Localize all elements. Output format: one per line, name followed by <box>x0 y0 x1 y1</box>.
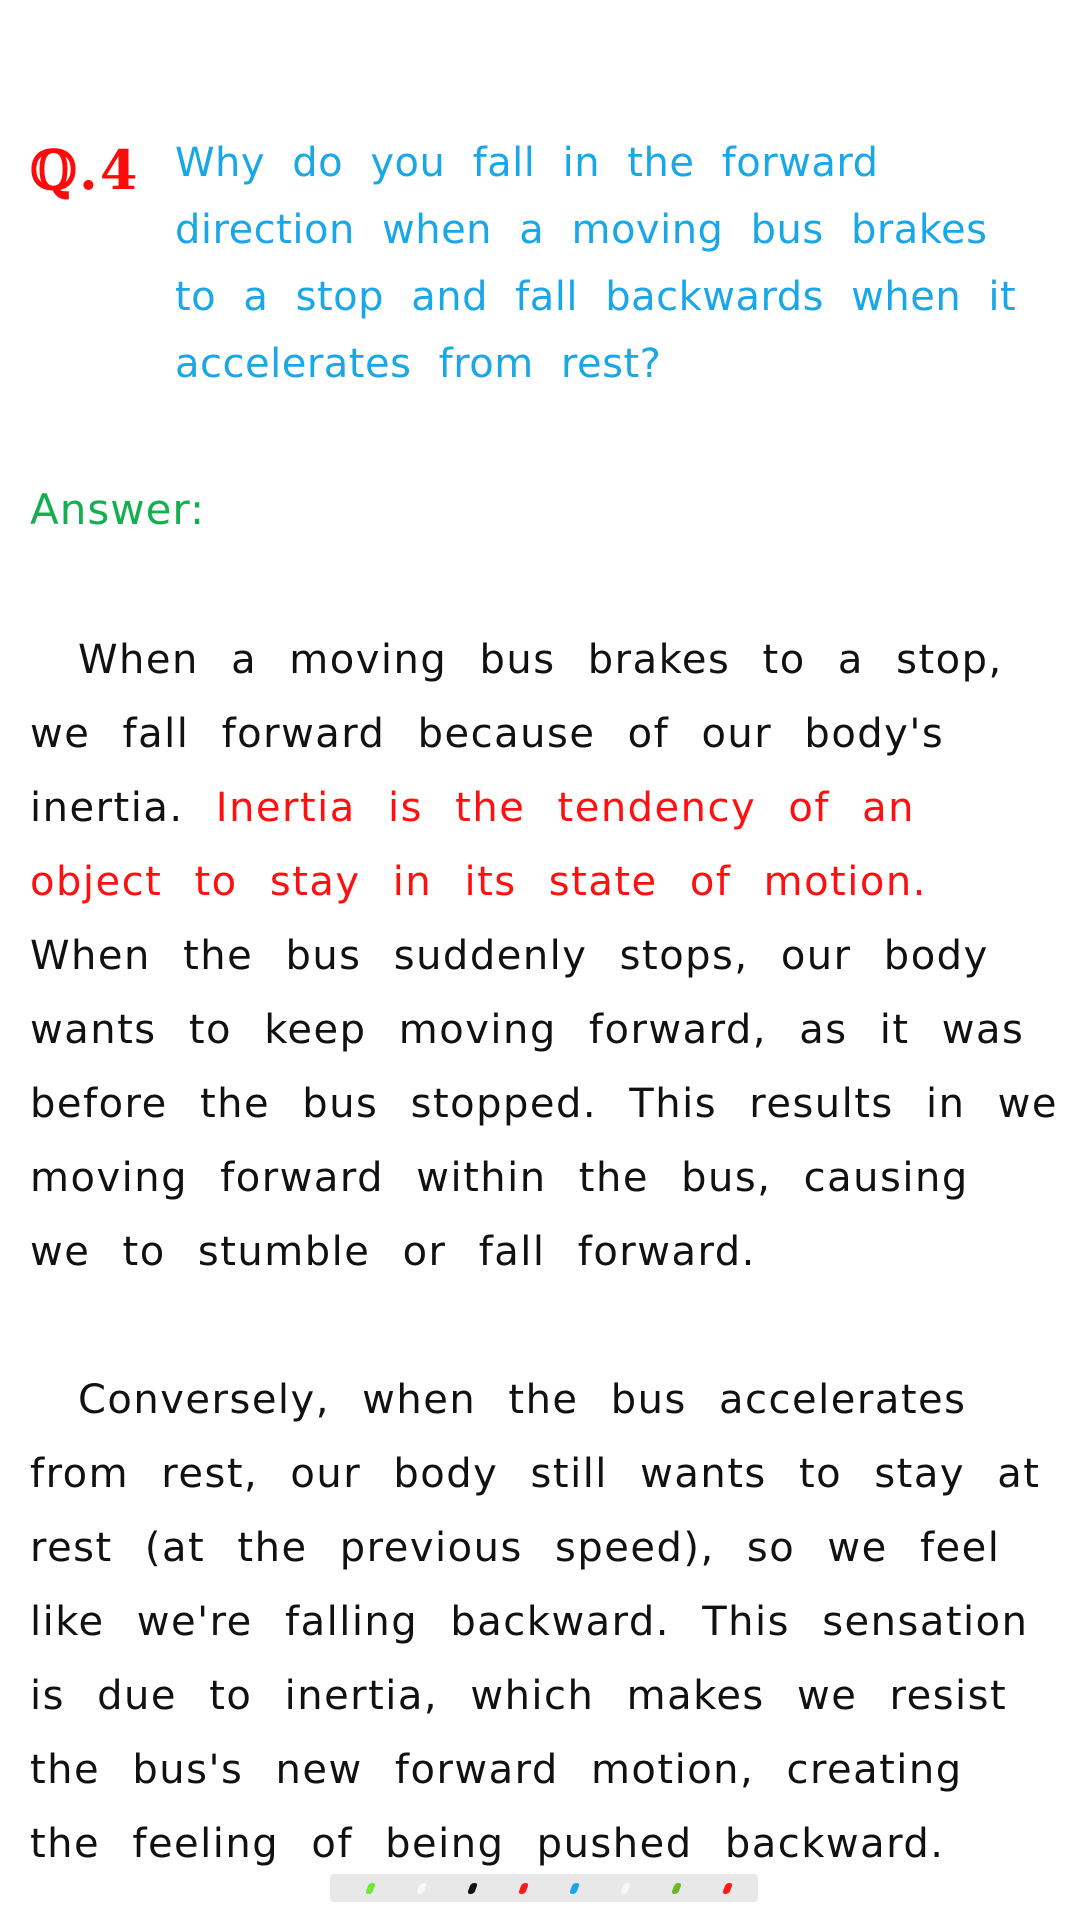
palette-swatch[interactable] <box>467 1883 478 1894</box>
answer-body <box>30 623 1058 1881</box>
answer-label: Answer: <box>30 485 206 534</box>
answer-paragraph-1 <box>30 623 1058 1289</box>
palette-swatch[interactable] <box>416 1883 427 1894</box>
palette-swatch[interactable] <box>722 1883 733 1894</box>
palette-swatch[interactable] <box>620 1883 631 1894</box>
question-text: Why do you fall in the forward direction when a moving bus brakes to a stop and fall backwards when it accelerates from rest? <box>175 140 1017 387</box>
answer-paragraph-1-text-b: When the bus suddenly stops, our body wants to keep moving forward, as it was before the bus stopped. This results in we moving forward within the bus, causing we to stumble or fall forward. <box>30 933 1058 1275</box>
answer-paragraph-2 <box>30 1363 1058 1881</box>
palette-swatch[interactable] <box>365 1883 376 1894</box>
palette-swatch[interactable] <box>569 1883 580 1894</box>
color-palette-bar <box>330 1874 758 1902</box>
question-number: ℚ.4 <box>30 138 140 202</box>
question-block <box>30 130 1050 398</box>
inertia-definition-highlight: Inertia is the tendency of an object to stay in its state of motion. <box>30 785 927 905</box>
palette-swatch[interactable] <box>518 1883 529 1894</box>
answer-paragraph-2-text: Conversely, when the bus accelerates from rest, our body still wants to stay at rest (at the previous speed), so we feel like we're falling backward. This sensation is due to inertia, which makes we resist the bus's new forward motion, creating the feeling of being pushed backward. <box>30 1377 1041 1867</box>
answer-paragraph-1-text-a: When a moving bus brakes to a stop, we fall forward because of our body's inertia. <box>30 637 1003 831</box>
palette-swatch[interactable] <box>671 1883 682 1894</box>
